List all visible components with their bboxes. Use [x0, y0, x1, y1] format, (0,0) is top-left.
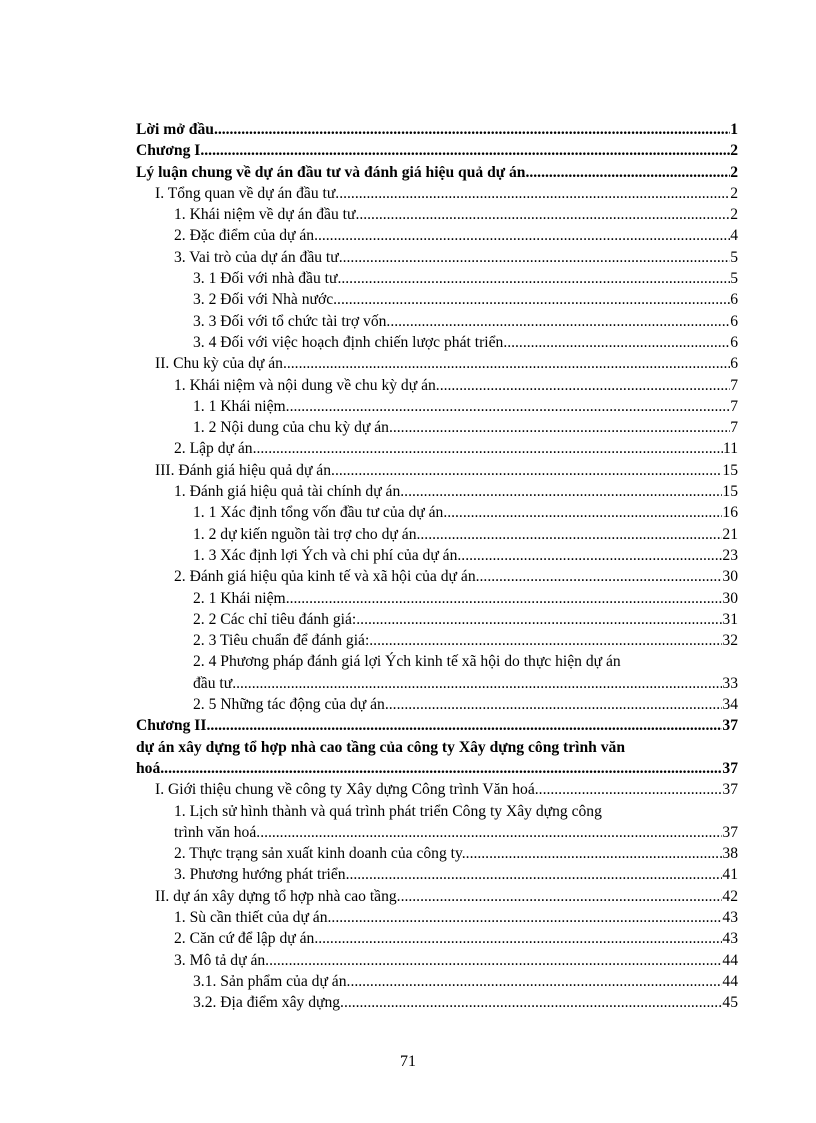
toc-leader-dots	[440, 375, 731, 396]
toc-entry-page: 6	[730, 355, 738, 373]
toc-entry-page: 32	[722, 632, 738, 650]
toc-entry[interactable]	[136, 950, 738, 971]
toc-entry-title: 3.1. Sản phẩm của dự án.	[193, 972, 351, 990]
toc-entry-page: 44	[722, 951, 738, 969]
toc-entry-title: 1. 2 Nội dung của chu kỳ dự án.	[193, 419, 393, 437]
toc-entry-page: 6	[730, 333, 738, 351]
toc-entry[interactable]	[136, 992, 738, 1013]
toc-entry[interactable]	[136, 140, 738, 161]
toc-entry[interactable]	[136, 566, 738, 587]
toc-entry-title: III. Đánh giá hiệu quả dự án.	[155, 461, 335, 479]
toc-entry-title-continued: đầu tư.	[193, 674, 237, 692]
toc-entry-page: 41	[722, 866, 738, 884]
toc-leader-dots	[447, 502, 722, 523]
toc-entry[interactable]	[136, 524, 738, 545]
toc-entry[interactable]	[136, 268, 738, 289]
toc-entry-page: 37	[722, 717, 738, 735]
toc-entry-title: 2. 3 Tiêu chuẩn để đánh giá:	[193, 632, 370, 650]
toc-entry[interactable]	[136, 651, 738, 694]
toc-entry-title: II. Chu kỳ của dự án.	[155, 355, 287, 373]
toc-leader-dots	[507, 332, 730, 353]
toc-entry-page: 5	[730, 248, 738, 266]
toc-leader-dots	[318, 225, 730, 246]
toc-entry-title: 1. Sù cần thiết của dự án.	[174, 908, 332, 926]
toc-entry[interactable]	[136, 417, 738, 438]
toc-entry[interactable]	[136, 289, 738, 310]
toc-entry-page: 2	[730, 142, 738, 160]
toc-entry-page: 6	[730, 291, 738, 309]
toc-entry-page: 7	[730, 397, 738, 415]
toc-entry-page: 37	[722, 823, 738, 841]
toc-entry-page: 15	[722, 483, 738, 501]
toc-entry-page: 2	[730, 206, 738, 224]
toc-entry-title: 3. Mô tả dự án.	[174, 951, 270, 969]
toc-entry[interactable]	[136, 162, 738, 183]
toc-entry[interactable]	[136, 119, 738, 140]
toc-entry[interactable]	[136, 801, 738, 844]
toc-entry[interactable]	[136, 438, 738, 459]
page-number: 71	[400, 1053, 416, 1070]
toc-leader-dots	[286, 588, 723, 609]
toc-entry[interactable]	[136, 588, 738, 609]
toc-entry-page: 11	[722, 440, 738, 458]
toc-entry[interactable]	[136, 183, 738, 204]
toc-entry[interactable]	[136, 396, 738, 417]
toc-entry[interactable]	[136, 843, 738, 864]
toc-entry-page: 16	[722, 504, 738, 522]
toc-leader-dots	[369, 630, 722, 651]
toc-entry-title: 2. 4 Phương pháp đánh giá lợi Ých kinh tế xã hội do thực hiện dự án	[193, 653, 621, 671]
toc-entry[interactable]	[136, 460, 738, 481]
toc-entry[interactable]	[136, 886, 738, 907]
toc-entry[interactable]	[136, 694, 738, 715]
toc-leader-dots	[206, 715, 722, 736]
toc-leader-dots	[331, 907, 722, 928]
toc-leader-dots	[257, 438, 723, 459]
toc-entry-page: 43	[722, 930, 738, 948]
toc-entry[interactable]	[136, 545, 738, 566]
toc-entry-title: Chương I	[136, 142, 201, 160]
toc-entry-title: 1. 1 Khái niệm.	[193, 397, 290, 415]
toc-entry-title: 3. 2 Đối với Nhà nước.	[193, 291, 338, 309]
toc-leader-dots	[404, 481, 722, 502]
toc-entry-page: 30	[722, 568, 738, 586]
toc-entry-page: 6	[730, 312, 738, 330]
toc-leader-dots	[236, 673, 722, 694]
toc-leader-dots	[393, 417, 730, 438]
toc-leader-dots	[337, 289, 730, 310]
toc-entry[interactable]	[136, 737, 738, 780]
toc-entry-page: 42	[722, 887, 738, 905]
toc-entry[interactable]	[136, 375, 738, 396]
toc-entry[interactable]	[136, 609, 738, 630]
toc-entry-page: 37	[722, 759, 738, 777]
toc-leader-dots	[335, 460, 722, 481]
toc-entry[interactable]	[136, 907, 738, 928]
toc-entry-page: 1	[730, 121, 738, 138]
toc-entry[interactable]	[136, 928, 738, 949]
toc-entry-title: Lời mở đầu	[136, 121, 214, 138]
toc-entry[interactable]	[136, 715, 738, 736]
toc-entry-title: II. dự án xây dựng tổ hợp nhà cao tầng.	[155, 887, 401, 905]
toc-leader-dots	[390, 311, 730, 332]
toc-leader-dots	[160, 758, 722, 779]
toc-entry-title: I. Giới thiệu chung về công ty Xây dựng Công trình Văn hoá	[155, 781, 535, 799]
toc-entry-title: Lý luận chung về dự án đầu tư và đánh giá hiệu quả dự án.	[136, 163, 530, 181]
toc-entry[interactable]	[136, 502, 738, 523]
toc-entry-title-continued: hoá	[136, 759, 161, 777]
toc-leader-dots	[359, 204, 730, 225]
toc-entry-title: 2. Lập dự án.	[174, 440, 257, 458]
toc-entry-title: 1. 1 Xác định tổng vốn đầu tư của dự án.	[193, 504, 448, 522]
toc-entry-page: 15	[722, 461, 738, 479]
toc-entry-page: 5	[730, 270, 738, 288]
toc-entry-title: 3. Vai trò của dự án đầu tư.	[174, 248, 343, 266]
toc-entry-title: 2. Đánh giá hiệu qủa kinh tế và xã hội của dự án.	[174, 568, 480, 586]
toc-entry-title: 2. 1 Khái niệm	[193, 589, 286, 607]
toc-leader-dots	[318, 928, 722, 949]
toc-entry-page: 38	[722, 845, 738, 863]
toc-leader-dots	[287, 353, 730, 374]
toc-leader-dots	[214, 119, 730, 140]
toc-entry-title: 3.2. Địa điểm xây dựng.	[193, 994, 344, 1012]
toc-entry-title: 2. Đặc điểm của dự án.	[174, 227, 318, 245]
toc-entry-page: 21	[722, 525, 738, 543]
toc-leader-dots	[339, 183, 730, 204]
toc-entry-title: 1. 3 Xác định lợi Ých và chi phí của dự án	[193, 546, 458, 564]
toc-entry[interactable]	[136, 311, 738, 332]
toc-leader-dots	[200, 140, 730, 161]
toc-entry-title-continued: trình văn hoá.	[174, 823, 261, 841]
toc-entry-page: 31	[722, 610, 738, 628]
toc-entry[interactable]	[136, 864, 738, 885]
toc-entry-title: 2. Thực trạng sản xuất kinh doanh của công ty.	[174, 845, 466, 863]
toc-entry[interactable]	[136, 204, 738, 225]
toc-entry-title: 3. 3 Đối với tổ chức tài trợ vốn.	[193, 312, 391, 330]
toc-entry-page: 37	[722, 781, 738, 799]
toc-leader-dots	[343, 247, 731, 268]
toc-entry[interactable]	[136, 247, 738, 268]
toc-entry-title: 1. 2 dự kiến nguồn tài trợ cho dự án.	[193, 525, 421, 543]
toc-entry[interactable]	[136, 971, 738, 992]
toc-leader-dots	[341, 268, 730, 289]
toc-entry-title: 3. 1 Đối với nhà đầu tư.	[193, 270, 342, 288]
toc-leader-dots	[420, 524, 722, 545]
toc-leader-dots	[535, 779, 723, 800]
toc-entry-page: 34	[722, 696, 738, 714]
toc-leader-dots	[466, 843, 723, 864]
toc-entry[interactable]	[136, 630, 738, 651]
toc-leader-dots	[457, 545, 722, 566]
toc-entry-page: 7	[730, 419, 738, 437]
toc-entry-page: 45	[722, 994, 738, 1012]
toc-entry-title: 2. 2 Các chỉ tiêu đánh giá:	[193, 610, 357, 628]
toc-entry-page: 33	[722, 674, 738, 692]
toc-leader-dots	[344, 992, 722, 1013]
toc-entry-page: 2	[730, 184, 738, 202]
toc-entry-title: 1. Lịch sử hình thành và quá trình phát triển Công ty Xây dựng công	[174, 802, 602, 820]
toc-entry[interactable]	[136, 353, 738, 374]
toc-entry-title: 3. Phương hướng phát triển	[174, 866, 346, 884]
toc-entry-page: 7	[730, 376, 738, 394]
toc-entry-title: I. Tổng quan về dự án đầu tư.	[155, 184, 340, 202]
toc-entry-page: 30	[722, 589, 738, 607]
toc-leader-dots	[290, 396, 731, 417]
toc-entry-title: 1. Khái niệm về dự án đầu tư.	[174, 206, 360, 224]
toc-entry[interactable]	[136, 225, 738, 246]
toc-leader-dots	[260, 822, 722, 843]
table-of-contents	[136, 119, 738, 1013]
toc-leader-dots	[401, 886, 723, 907]
toc-leader-dots	[346, 864, 723, 885]
toc-entry-page: 23	[722, 546, 738, 564]
toc-leader-dots	[480, 566, 723, 587]
toc-leader-dots	[389, 694, 723, 715]
toc-entry[interactable]	[136, 332, 738, 353]
toc-entry-page: 44	[722, 972, 738, 990]
toc-entry[interactable]	[136, 481, 738, 502]
toc-entry-page: 43	[722, 908, 738, 926]
toc-leader-dots	[529, 162, 730, 183]
toc-leader-dots	[350, 971, 722, 992]
toc-entry-title: 1. Đánh giá hiệu quả tài chính dự án.	[174, 483, 405, 501]
toc-entry-title: 2. Căn cứ để lập dự án.	[174, 930, 319, 948]
toc-leader-dots	[269, 950, 722, 971]
toc-entry-title: dự án xây dựng tổ hợp nhà cao tầng của công ty Xây dựng công trình văn	[136, 738, 626, 756]
toc-entry-title: 1. Khái niệm và nội dung về chu kỳ dự án.	[174, 376, 440, 394]
toc-entry-title: Chương II	[136, 717, 207, 735]
toc-entry-page: 2	[730, 163, 738, 181]
toc-entry-page: 4	[730, 227, 738, 245]
toc-entry[interactable]	[136, 779, 738, 800]
toc-entry-title: 2. 5 Những tác động của dự án.	[193, 696, 389, 714]
toc-entry-title: 3. 4 Đối với việc hoạch định chiến lược phát triển.	[193, 333, 508, 351]
toc-leader-dots	[356, 609, 722, 630]
